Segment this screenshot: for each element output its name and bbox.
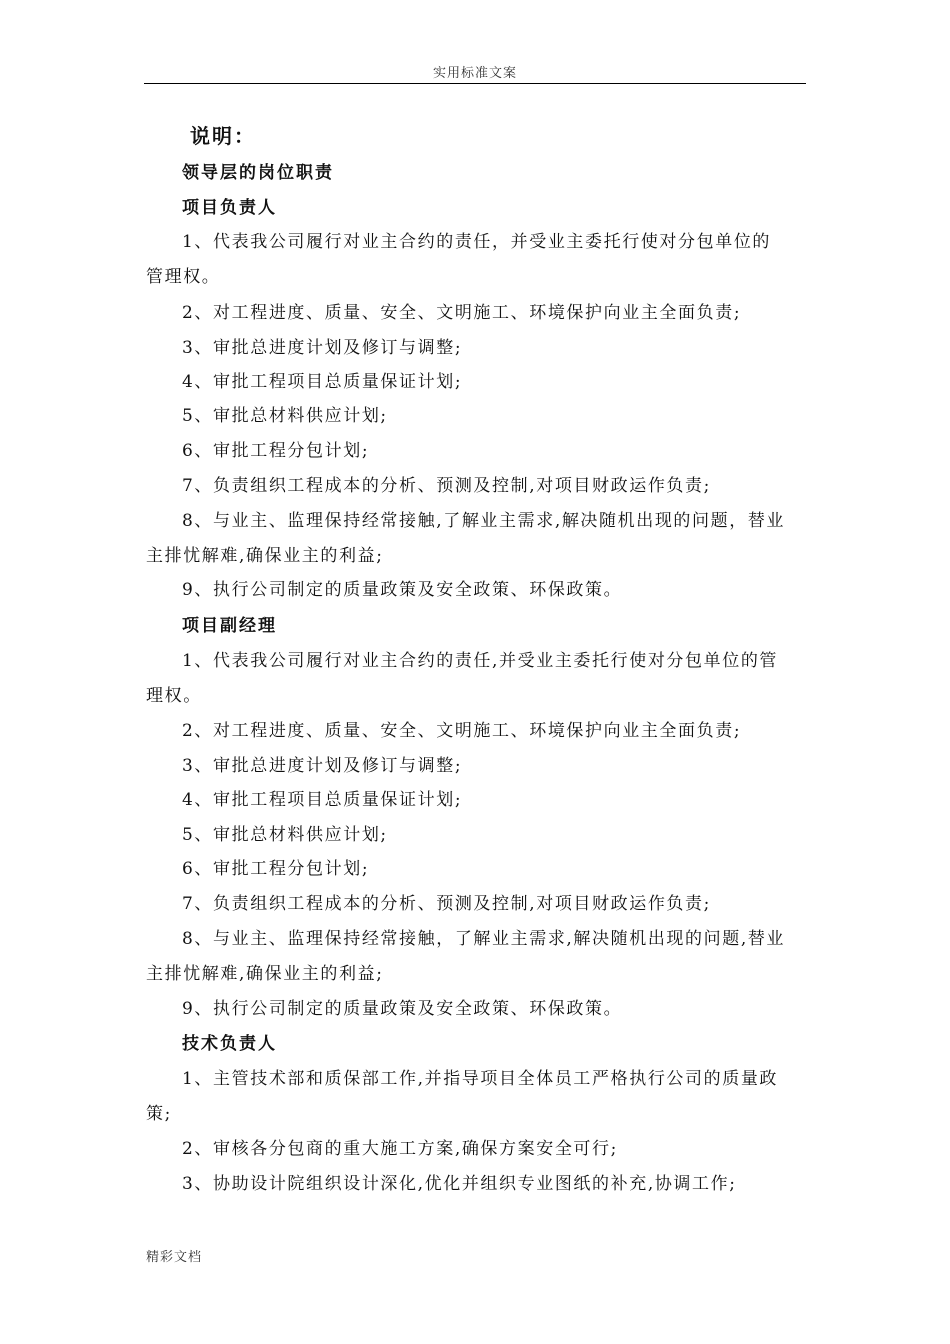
deputy-item-7: 7、负责组织工程成本的分析、预测及控制,对项目财政运作负责;	[182, 894, 711, 914]
pm-item-8-line-1: 8、与业主、监理保持经常接触,了解业主需求,解决随机出现的问题，替业	[182, 511, 786, 531]
pm-item-7: 7、负责组织工程成本的分析、预测及控制,对项目财政运作负责;	[182, 476, 711, 496]
header-rule	[144, 83, 806, 84]
subheading-technical-lead: 技术负责人	[182, 1034, 277, 1054]
pm-item-5: 5、审批总材料供应计划;	[182, 406, 388, 426]
page-footer: 精彩文档	[146, 1250, 203, 1265]
deputy-item-6: 6、审批工程分包计划;	[182, 859, 370, 879]
deputy-item-1-line-2: 理权。	[146, 686, 202, 706]
section-heading-leaders: 领导层的岗位职责	[182, 163, 334, 183]
tech-item-3: 3、协助设计院组织设计深化,优化并组织专业图纸的补充,协调工作;	[182, 1174, 737, 1194]
deputy-item-5: 5、审批总材料供应计划;	[182, 825, 388, 845]
deputy-item-4: 4、审批工程项目总质量保证计划;	[182, 790, 463, 810]
pm-item-9: 9、执行公司制定的质量政策及安全政策、环保政策。	[182, 580, 623, 600]
document-title: 说明：	[190, 124, 256, 148]
deputy-item-3: 3、审批总进度计划及修订与调整;	[182, 756, 463, 776]
pm-item-2: 2、对工程进度、质量、安全、文明施工、环境保护向业主全面负责;	[182, 303, 742, 323]
tech-item-2: 2、审核各分包商的重大施工方案,确保方案安全可行;	[182, 1139, 618, 1159]
pm-item-1-line-1: 1、代表我公司履行对业主合约的责任，并受业主委托行使对分包单位的	[182, 232, 772, 252]
tech-item-1-line-2: 策;	[146, 1104, 172, 1124]
subheading-deputy-manager: 项目副经理	[182, 616, 277, 636]
deputy-item-8-line-1: 8、与业主、监理保持经常接触，了解业主需求,解决随机出现的问题,替业	[182, 929, 786, 949]
deputy-item-9: 9、执行公司制定的质量政策及安全政策、环保政策。	[182, 999, 623, 1019]
pm-item-6: 6、审批工程分包计划;	[182, 441, 370, 461]
header-text: 实用标准文案	[432, 66, 517, 81]
pm-item-4: 4、审批工程项目总质量保证计划;	[182, 372, 463, 392]
tech-item-1-line-1: 1、主管技术部和质保部工作,并指导项目全体员工严格执行公司的质量政	[182, 1069, 779, 1089]
deputy-item-8-line-2: 主排忧解难,确保业主的利益;	[146, 964, 384, 984]
pm-item-3: 3、审批总进度计划及修订与调整;	[182, 338, 463, 358]
deputy-item-2: 2、对工程进度、质量、安全、文明施工、环境保护向业主全面负责;	[182, 721, 742, 741]
subheading-project-manager: 项目负责人	[182, 198, 277, 218]
deputy-item-1-line-1: 1、代表我公司履行对业主合约的责任,并受业主委托行使对分包单位的管	[182, 651, 779, 671]
pm-item-8-line-2: 主排忧解难,确保业主的利益;	[146, 546, 384, 566]
pm-item-1-line-2: 管理权。	[146, 267, 221, 287]
